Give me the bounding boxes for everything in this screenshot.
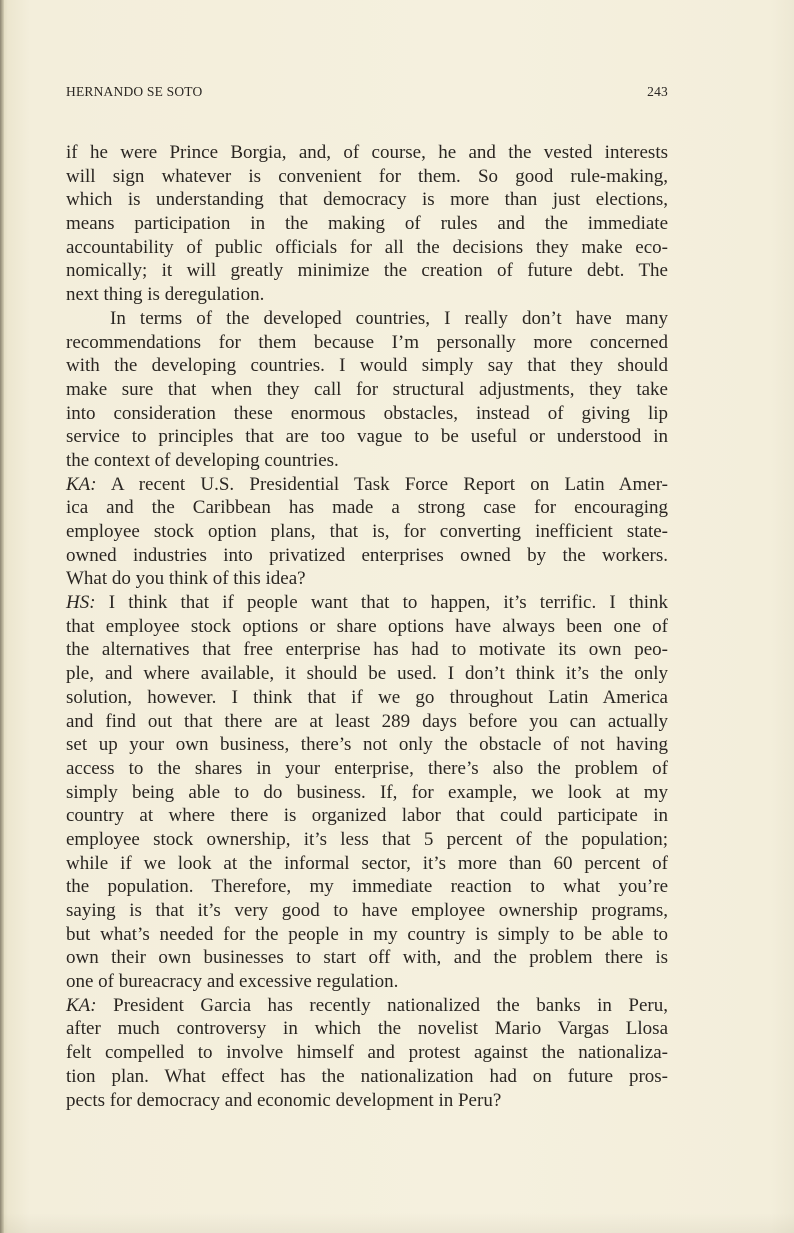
text-line	[66, 638, 668, 662]
body-text	[66, 141, 668, 1112]
line-text: that employee stock options or share options have always been one of	[66, 615, 668, 637]
text-line	[66, 615, 668, 639]
text-line	[66, 307, 668, 331]
dialogue-paragraph	[66, 994, 668, 1112]
line-text: country at where there is organized labor that could participate in	[66, 805, 668, 827]
dialogue-paragraph	[66, 473, 668, 591]
line-text: What do you think of this idea?	[66, 568, 306, 590]
running-header	[66, 84, 668, 106]
text-line	[66, 970, 668, 994]
page-bottom-shade	[0, 1213, 794, 1233]
line-text: own their own businesses to start off with, and the problem there is	[66, 947, 668, 969]
speaker-label: HS:	[66, 592, 96, 614]
text-line	[66, 686, 668, 710]
page-gutter-shadow	[0, 0, 4, 1233]
text-line	[66, 804, 668, 828]
line-text: after much controversy in which the novelist Mario Vargas Llosa	[66, 1018, 668, 1040]
line-text: simply being able to do business. If, for example, we look at my	[66, 781, 668, 803]
text-line	[66, 733, 668, 757]
text-line	[66, 662, 668, 686]
speaker-label: KA:	[66, 994, 97, 1016]
line-text: accountability of public officials for all the decisions they make eco-	[66, 236, 668, 258]
line-text: the context of developing countries.	[66, 449, 339, 471]
running-title: HERNANDO SE SOTO	[66, 84, 203, 99]
line-text: but what’s needed for the people in my country is simply to be able to	[66, 923, 668, 945]
line-text: and find out that there are at least 289 days before you can actually	[66, 710, 668, 732]
text-line	[66, 544, 668, 568]
text-line	[66, 757, 668, 781]
line-text: employee stock ownership, it’s less that 5 percent of the population;	[66, 828, 668, 850]
line-text: tion plan. What effect has the nationalization had on future pros-	[66, 1065, 668, 1087]
text-line	[66, 212, 668, 236]
text-line	[66, 402, 668, 426]
text-line	[66, 473, 668, 497]
text-line	[66, 354, 668, 378]
line-text: one of bureacracy and excessive regulation.	[66, 971, 399, 993]
line-text: solution, however. I think that if we go throughout Latin America	[66, 686, 668, 708]
text-line	[66, 852, 668, 876]
text-line	[66, 520, 668, 544]
line-text: the alternatives that free enterprise has had to motivate its own peo-	[66, 639, 668, 661]
page-number: 243	[647, 84, 668, 99]
line-text: I think that if people want that to happen, it’s terrific. I think	[108, 592, 668, 614]
text-line	[66, 994, 668, 1018]
line-text: will sign whatever is convenient for them. So good rule-making,	[66, 165, 668, 187]
line-text: make sure that when they call for structural adjustments, they take	[66, 378, 668, 400]
line-text: nomically; it will greatly minimize the creation of future debt. The	[66, 260, 668, 282]
text-line	[66, 591, 668, 615]
line-text: means participation in the making of rules and the immediate	[66, 213, 668, 235]
text-line	[66, 378, 668, 402]
line-text: next thing is deregulation.	[66, 284, 265, 306]
text-line	[66, 141, 668, 165]
line-text: while if we look at the informal sector, it’s more than 60 percent of	[66, 852, 668, 874]
line-text: owned industries into privatized enterprises owned by the workers.	[66, 544, 668, 566]
text-line	[66, 449, 668, 473]
paragraph	[66, 307, 668, 473]
text-line	[66, 875, 668, 899]
line-text: recommendations for them because I’m personally more concerned	[66, 331, 668, 353]
line-text: saying is that it’s very good to have employee ownership programs,	[66, 900, 668, 921]
line-text: if he were Prince Borgia, and, of course, he and the vested interests	[66, 142, 668, 163]
paragraph	[66, 141, 668, 307]
dialogue-paragraph	[66, 591, 668, 994]
text-line	[66, 946, 668, 970]
line-text: set up your own business, there’s not only the obstacle of not having	[66, 734, 668, 756]
line-text: pects for democracy and economic development in Peru?	[66, 1089, 502, 1111]
text-line	[66, 1041, 668, 1065]
text-line	[66, 236, 668, 260]
line-text: President Garcia has recently nationalized the banks in Peru,	[113, 994, 669, 1016]
text-line	[66, 496, 668, 520]
line-text: felt compelled to involve himself and protest against the nationaliza-	[66, 1042, 668, 1064]
text-line	[66, 828, 668, 852]
text-line	[66, 259, 668, 283]
line-text: A recent U.S. Presidential Task Force Report on Latin Amer-	[110, 473, 669, 495]
line-text: access to the shares in your enterprise, there’s also the problem of	[66, 757, 668, 779]
line-text: service to principles that are too vague to be useful or understood in	[66, 426, 668, 448]
text-line	[66, 1017, 668, 1041]
text-line	[66, 899, 668, 923]
text-line	[66, 331, 668, 355]
text-line	[66, 710, 668, 734]
line-text: the population. Therefore, my immediate reaction to what you’re	[66, 876, 668, 898]
line-text: employee stock option plans, that is, for converting inefficient state-	[66, 521, 668, 542]
line-text: with the developing countries. I would simply say that they should	[66, 355, 668, 377]
text-line	[66, 567, 668, 591]
text-line	[66, 283, 668, 307]
text-line	[66, 188, 668, 212]
text-line	[66, 425, 668, 449]
line-text: ica and the Caribbean has made a strong case for encouraging	[66, 497, 668, 519]
text-line	[66, 923, 668, 947]
text-line	[66, 1065, 668, 1089]
line-text: into consideration these enormous obstacles, instead of giving lip	[66, 402, 668, 424]
line-text: ple, and where available, it should be used. I don’t think it’s the only	[66, 663, 668, 685]
line-text: which is understanding that democracy is more than just elections,	[66, 189, 668, 211]
text-line	[66, 165, 668, 189]
speaker-label: KA:	[66, 473, 97, 495]
text-line	[66, 781, 668, 805]
text-line	[66, 1089, 668, 1113]
line-text: In terms of the developed countries, I really don’t have many	[110, 307, 668, 329]
